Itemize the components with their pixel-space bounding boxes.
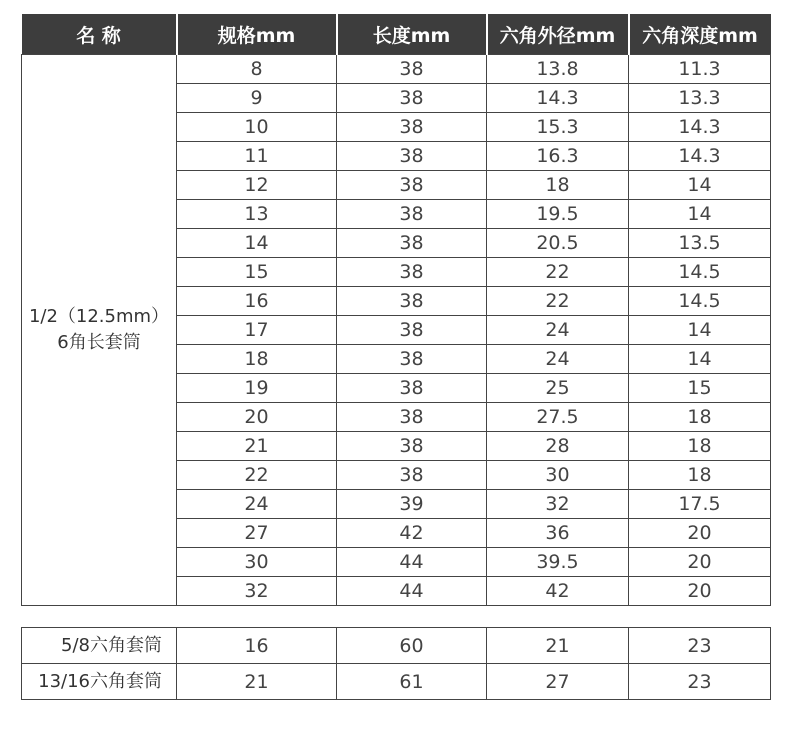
table-cell: 38	[337, 316, 487, 345]
table-cell: 14.3	[629, 142, 771, 171]
table-cell: 15.3	[487, 113, 629, 142]
table-cell: 14	[629, 316, 771, 345]
spec-table-body	[22, 55, 771, 606]
table-cell: 24	[177, 490, 337, 519]
header-name: 名 称	[22, 14, 177, 55]
table-cell: 61	[337, 664, 487, 700]
table-cell: 13.8	[487, 55, 629, 84]
table-cell: 12	[177, 171, 337, 200]
table-cell: 36	[487, 519, 629, 548]
table-cell: 14	[177, 229, 337, 258]
table-cell: 20	[629, 577, 771, 606]
table-cell: 18	[177, 345, 337, 374]
table-cell: 22	[177, 461, 337, 490]
table-cell: 38	[337, 374, 487, 403]
table-cell: 14	[629, 345, 771, 374]
table-cell: 39.5	[487, 548, 629, 577]
table-cell: 8	[177, 55, 337, 84]
table-cell: 14.5	[629, 287, 771, 316]
table-cell: 38	[337, 258, 487, 287]
table-cell: 11	[177, 142, 337, 171]
table-cell: 18	[629, 432, 771, 461]
table-cell: 20	[629, 519, 771, 548]
table-cell: 14	[629, 200, 771, 229]
row-name-cell: 13/16六角套筒	[22, 664, 177, 700]
table-cell: 42	[487, 577, 629, 606]
extra-spec-table	[21, 627, 771, 700]
table-cell: 20	[177, 403, 337, 432]
table-cell: 21	[487, 628, 629, 664]
table-cell: 18	[629, 403, 771, 432]
table-row	[22, 55, 771, 84]
table-cell: 30	[177, 548, 337, 577]
table-cell: 23	[629, 664, 771, 700]
header-hex-depth: 六角深度mm	[629, 14, 771, 55]
table-cell: 38	[337, 84, 487, 113]
table-cell: 38	[337, 345, 487, 374]
table-cell: 38	[337, 403, 487, 432]
table-cell: 13.5	[629, 229, 771, 258]
table-cell: 21	[177, 664, 337, 700]
header-row	[22, 14, 771, 55]
table-cell: 17	[177, 316, 337, 345]
table-cell: 38	[337, 55, 487, 84]
table-cell: 15	[629, 374, 771, 403]
table-cell: 22	[487, 287, 629, 316]
table-cell: 38	[337, 142, 487, 171]
table-cell: 14.5	[629, 258, 771, 287]
table-cell: 17.5	[629, 490, 771, 519]
table-cell: 44	[337, 548, 487, 577]
table-cell: 39	[337, 490, 487, 519]
group-name-line2: 6角长套筒	[57, 332, 141, 353]
table-cell: 38	[337, 113, 487, 142]
table-cell: 23	[629, 628, 771, 664]
table-cell: 60	[337, 628, 487, 664]
table-cell: 14	[629, 171, 771, 200]
table-cell: 44	[337, 577, 487, 606]
table-cell: 14.3	[629, 113, 771, 142]
table-cell: 21	[177, 432, 337, 461]
header-hex-outer-diameter: 六角外径mm	[487, 14, 629, 55]
table-cell: 27.5	[487, 403, 629, 432]
table-cell: 32	[487, 490, 629, 519]
table-cell: 20	[629, 548, 771, 577]
spec-table	[21, 14, 771, 606]
table-row	[22, 628, 771, 664]
header-length: 长度mm	[337, 14, 487, 55]
header-size: 规格mm	[177, 14, 337, 55]
group-name-line1: 1/2（12.5mm）	[28, 306, 170, 327]
group-name-cell	[22, 55, 177, 606]
table-cell: 25	[487, 374, 629, 403]
table-cell: 30	[487, 461, 629, 490]
table-cell: 16	[177, 628, 337, 664]
table-cell: 32	[177, 577, 337, 606]
table-cell: 9	[177, 84, 337, 113]
table-cell: 22	[487, 258, 629, 287]
table-cell: 38	[337, 200, 487, 229]
table-cell: 38	[337, 171, 487, 200]
table-cell: 18	[629, 461, 771, 490]
table-cell: 28	[487, 432, 629, 461]
table-cell: 27	[487, 664, 629, 700]
table-cell: 11.3	[629, 55, 771, 84]
table-cell: 24	[487, 345, 629, 374]
extra-spec-table-body	[22, 628, 771, 700]
table-cell: 38	[337, 287, 487, 316]
table-cell: 20.5	[487, 229, 629, 258]
table-cell: 19	[177, 374, 337, 403]
table-cell: 13.3	[629, 84, 771, 113]
table-row	[22, 664, 771, 700]
table-cell: 19.5	[487, 200, 629, 229]
table-cell: 13	[177, 200, 337, 229]
table-cell: 16	[177, 287, 337, 316]
table-cell: 38	[337, 229, 487, 258]
table-cell: 24	[487, 316, 629, 345]
table-cell: 38	[337, 432, 487, 461]
table-cell: 10	[177, 113, 337, 142]
table-cell: 38	[337, 461, 487, 490]
table-cell: 14.3	[487, 84, 629, 113]
table-cell: 16.3	[487, 142, 629, 171]
table-cell: 15	[177, 258, 337, 287]
row-name-cell: 5/8六角套筒	[22, 628, 177, 664]
table-cell: 18	[487, 171, 629, 200]
table-cell: 27	[177, 519, 337, 548]
table-cell: 42	[337, 519, 487, 548]
